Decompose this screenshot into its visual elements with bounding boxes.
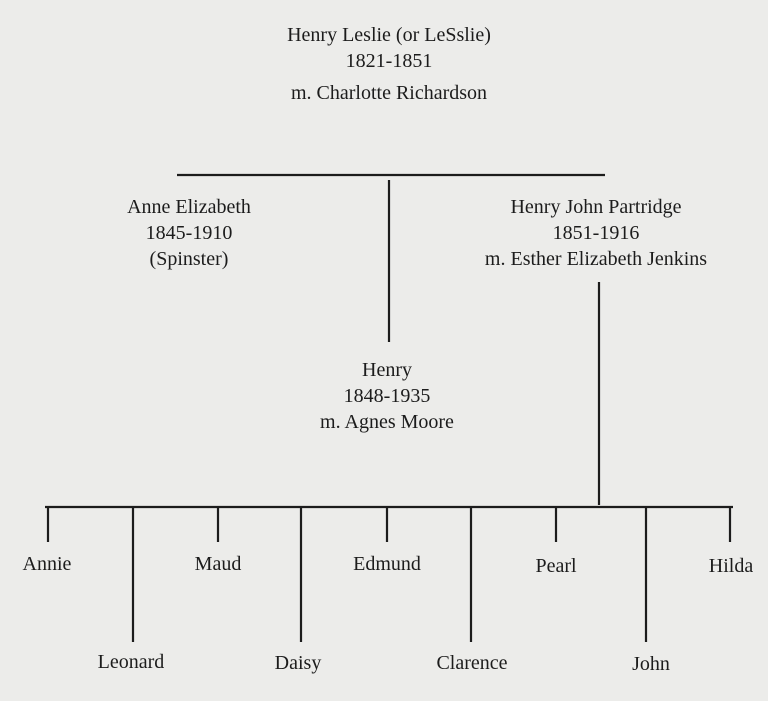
child-spouse: m. Agnes Moore xyxy=(320,411,454,433)
child-years: 1848-1935 xyxy=(343,385,431,407)
grandchild-leonard: Leonard xyxy=(97,651,165,673)
grandchild-daisy: Daisy xyxy=(274,652,322,674)
grandchild-maud: Maud xyxy=(194,553,242,575)
root-person xyxy=(287,22,491,106)
child-name: Anne Elizabeth xyxy=(127,196,251,218)
child-henry-john-partridge xyxy=(485,194,707,272)
child-anne-elizabeth xyxy=(127,194,251,272)
grandchild-hilda: Hilda xyxy=(708,555,754,577)
grandchild-clarence: Clarence xyxy=(436,652,508,674)
child-years: 1845-1910 xyxy=(145,222,233,244)
child-name: Henry John Partridge xyxy=(510,196,682,218)
child-years: 1851-1916 xyxy=(552,222,640,244)
child-name: Henry xyxy=(362,359,412,381)
root-spouse: m. Charlotte Richardson xyxy=(290,82,488,104)
root-name: Henry Leslie (or LeSslie) xyxy=(287,24,491,46)
grandchild-edmund: Edmund xyxy=(353,553,421,575)
grandchild-john: John xyxy=(632,653,670,675)
child-henry xyxy=(320,357,454,435)
root-years: 1821-1851 xyxy=(345,50,433,72)
child-note: (Spinster) xyxy=(149,248,229,270)
grandchild-annie: Annie xyxy=(22,553,72,575)
child-spouse: m. Esther Elizabeth Jenkins xyxy=(484,248,708,270)
grandchild-pearl: Pearl xyxy=(535,555,577,577)
